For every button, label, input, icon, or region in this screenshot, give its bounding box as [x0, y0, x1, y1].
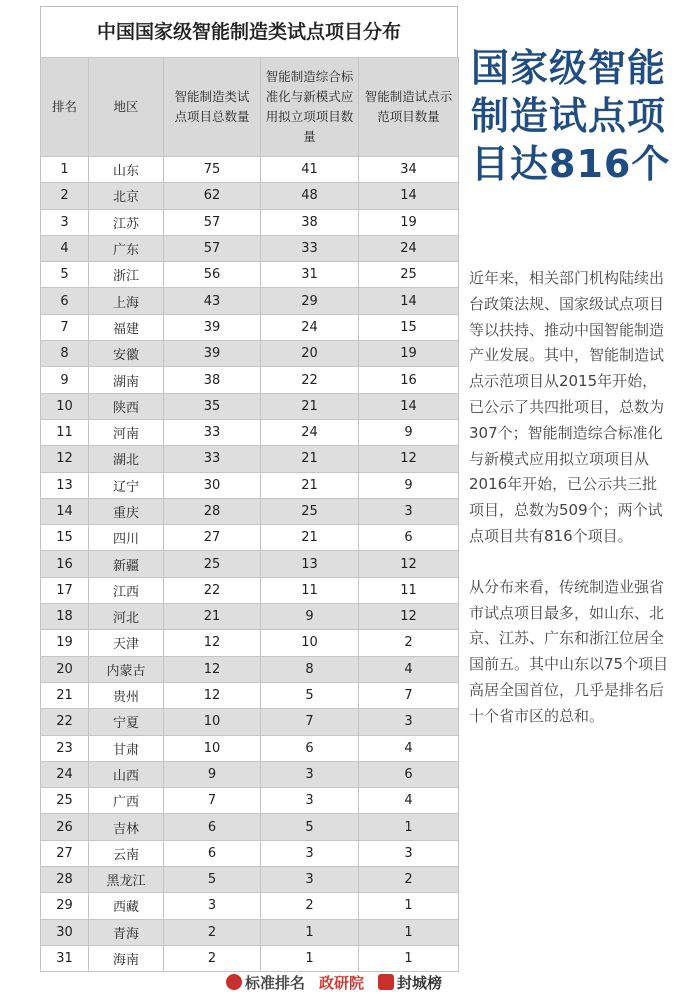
table-row: [41, 367, 459, 393]
col-header-demonstration: [359, 58, 459, 157]
cell-demonstration: 12: [359, 551, 459, 577]
cell-demonstration: 14: [359, 288, 459, 314]
cell-demonstration: 3: [359, 709, 459, 735]
cell-rank: 21: [41, 682, 89, 708]
cell-region: 江苏: [89, 209, 164, 235]
cell-standardization: 21: [261, 446, 359, 472]
cell-total: 6: [164, 814, 261, 840]
table-header-row: [41, 58, 459, 157]
table-row: [41, 288, 459, 314]
cell-total: 38: [164, 367, 261, 393]
cell-region: 浙江: [89, 262, 164, 288]
cell-rank: 2: [41, 183, 89, 209]
cell-standardization: 20: [261, 341, 359, 367]
cell-region: 山西: [89, 761, 164, 787]
cell-demonstration: 2: [359, 867, 459, 893]
cell-rank: 13: [41, 472, 89, 498]
table-row: [41, 577, 459, 603]
logo-fengchengbang-text: 封城榜: [397, 973, 443, 992]
cell-rank: 26: [41, 814, 89, 840]
cell-demonstration: 15: [359, 314, 459, 340]
cell-demonstration: 34: [359, 157, 459, 183]
cell-total: 57: [164, 235, 261, 261]
table-row: [41, 893, 459, 919]
table-row: [41, 393, 459, 419]
table-row: [41, 709, 459, 735]
cell-total: 12: [164, 656, 261, 682]
cell-demonstration: 16: [359, 367, 459, 393]
cell-total: 75: [164, 157, 261, 183]
cell-demonstration: 4: [359, 656, 459, 682]
cell-standardization: 25: [261, 498, 359, 524]
cell-region: 上海: [89, 288, 164, 314]
cell-standardization: 33: [261, 235, 359, 261]
cell-standardization: 9: [261, 604, 359, 630]
cell-total: 12: [164, 630, 261, 656]
table-row: [41, 498, 459, 524]
cell-demonstration: 12: [359, 604, 459, 630]
cell-total: 39: [164, 314, 261, 340]
cell-demonstration: 9: [359, 472, 459, 498]
cell-region: 陕西: [89, 393, 164, 419]
cell-standardization: 1: [261, 945, 359, 971]
cell-demonstration: 1: [359, 814, 459, 840]
table-body: [41, 157, 459, 972]
table-row: [41, 945, 459, 971]
cell-region: 江西: [89, 577, 164, 603]
cell-rank: 29: [41, 893, 89, 919]
cell-rank: 3: [41, 209, 89, 235]
cell-rank: 11: [41, 419, 89, 445]
cell-total: 10: [164, 735, 261, 761]
cell-standardization: 3: [261, 840, 359, 866]
table-row: [41, 209, 459, 235]
cell-rank: 23: [41, 735, 89, 761]
cell-standardization: 21: [261, 393, 359, 419]
cell-region: 山东: [89, 157, 164, 183]
cell-rank: 8: [41, 341, 89, 367]
cell-demonstration: 19: [359, 341, 459, 367]
cell-demonstration: 14: [359, 183, 459, 209]
cell-rank: 22: [41, 709, 89, 735]
cell-rank: 31: [41, 945, 89, 971]
table-row: [41, 157, 459, 183]
fengchengbang-logo-icon: [378, 974, 394, 990]
col-header-standardization: [261, 58, 359, 157]
cell-rank: 7: [41, 314, 89, 340]
cell-region: 广西: [89, 788, 164, 814]
paragraph-intro: 近年来，相关部门机构陆续出台政策法规、国家级试点项目等以扶持、推动中国智能制造产业发展。其中，智能制造试点示范项目从2015年开始，已公示了共四批项目，总数为307个；智能制造综合标准化与新模式应用拟立项项目从2016年开始，已公示共三批项目，总数为509个；两个试点项目共有816个项目。: [469, 269, 665, 545]
cell-region: 黑龙江: [89, 867, 164, 893]
cell-demonstration: 4: [359, 735, 459, 761]
cell-rank: 25: [41, 788, 89, 814]
cell-region: 安徽: [89, 341, 164, 367]
cell-demonstration: 6: [359, 761, 459, 787]
table-row: [41, 472, 459, 498]
cell-standardization: 24: [261, 314, 359, 340]
table-row: [41, 788, 459, 814]
cell-region: 天津: [89, 630, 164, 656]
cell-rank: 18: [41, 604, 89, 630]
cell-demonstration: 12: [359, 446, 459, 472]
cell-total: 6: [164, 840, 261, 866]
cell-rank: 27: [41, 840, 89, 866]
col-header-demonstration-label: 智能制造试点示范项目数量: [364, 89, 453, 124]
cell-standardization: 8: [261, 656, 359, 682]
cell-standardization: 11: [261, 577, 359, 603]
cell-total: 39: [164, 341, 261, 367]
cell-rank: 28: [41, 867, 89, 893]
cell-region: 云南: [89, 840, 164, 866]
cell-demonstration: 3: [359, 840, 459, 866]
cell-total: 57: [164, 209, 261, 235]
cell-region: 重庆: [89, 498, 164, 524]
cell-total: 35: [164, 393, 261, 419]
table-row: [41, 656, 459, 682]
cell-demonstration: 19: [359, 209, 459, 235]
cell-demonstration: 6: [359, 525, 459, 551]
cell-region: 海南: [89, 945, 164, 971]
cell-region: 宁夏: [89, 709, 164, 735]
cell-total: 10: [164, 709, 261, 735]
cell-standardization: 13: [261, 551, 359, 577]
table-row: [41, 867, 459, 893]
cell-total: 22: [164, 577, 261, 603]
cell-standardization: 21: [261, 472, 359, 498]
table-row: [41, 761, 459, 787]
cell-demonstration: 1: [359, 919, 459, 945]
cell-demonstration: 1: [359, 893, 459, 919]
table-row: [41, 419, 459, 445]
table-row: [41, 183, 459, 209]
cell-region: 内蒙古: [89, 656, 164, 682]
logo-fengchengbang: [378, 972, 442, 993]
cell-standardization: 38: [261, 209, 359, 235]
cell-rank: 12: [41, 446, 89, 472]
table-row: [41, 604, 459, 630]
cell-total: 56: [164, 262, 261, 288]
cell-total: 33: [164, 446, 261, 472]
cell-standardization: 3: [261, 788, 359, 814]
cell-region: 西藏: [89, 893, 164, 919]
cell-standardization: 29: [261, 288, 359, 314]
cell-demonstration: 25: [359, 262, 459, 288]
logo-biaozhun: [226, 972, 305, 993]
table-row: [41, 525, 459, 551]
table-title: 中国国家级智能制造类试点项目分布: [40, 6, 458, 57]
cell-standardization: 48: [261, 183, 359, 209]
table-row: [41, 919, 459, 945]
cell-total: 28: [164, 498, 261, 524]
cell-standardization: 2: [261, 893, 359, 919]
cell-demonstration: 4: [359, 788, 459, 814]
ranking-table-panel: [40, 6, 458, 972]
paragraph-distribution: 从分布来看，传统制造业强省市试点项目最多，如山东、北京、江苏、广东和浙江位居全国前五。其中山东以75个项目高居全国首位，几乎是排名后十个省市区的总和。: [469, 577, 669, 725]
cell-rank: 15: [41, 525, 89, 551]
cell-region: 河南: [89, 419, 164, 445]
cell-standardization: 41: [261, 157, 359, 183]
logo-biaozhun-text: 标准排名: [245, 973, 306, 992]
cell-region: 北京: [89, 183, 164, 209]
cell-rank: 9: [41, 367, 89, 393]
cell-region: 广东: [89, 235, 164, 261]
cell-demonstration: 3: [359, 498, 459, 524]
cell-region: 湖南: [89, 367, 164, 393]
logo-zhengyanyuan: [319, 972, 364, 993]
ranking-table: [40, 57, 459, 972]
logo-zhengyanyuan-text: 政研院: [319, 973, 365, 992]
table-row: [41, 682, 459, 708]
cell-standardization: 21: [261, 525, 359, 551]
cell-rank: 6: [41, 288, 89, 314]
cell-total: 21: [164, 604, 261, 630]
col-header-total-label: 智能制造类试点项目总数量: [174, 89, 250, 124]
table-row: [41, 735, 459, 761]
cell-standardization: 5: [261, 814, 359, 840]
cell-region: 甘肃: [89, 735, 164, 761]
cell-demonstration: 1: [359, 945, 459, 971]
cell-rank: 24: [41, 761, 89, 787]
cell-region: 吉林: [89, 814, 164, 840]
table-row: [41, 840, 459, 866]
cell-rank: 17: [41, 577, 89, 603]
cell-region: 新疆: [89, 551, 164, 577]
cell-total: 62: [164, 183, 261, 209]
table-row: [41, 235, 459, 261]
cell-standardization: 5: [261, 682, 359, 708]
cell-total: 2: [164, 945, 261, 971]
cell-standardization: 3: [261, 761, 359, 787]
cell-total: 30: [164, 472, 261, 498]
biaozhun-logo-icon: [226, 974, 242, 990]
cell-total: 5: [164, 867, 261, 893]
cell-standardization: 7: [261, 709, 359, 735]
table-row: [41, 551, 459, 577]
cell-standardization: 31: [261, 262, 359, 288]
cell-region: 河北: [89, 604, 164, 630]
cell-total: 25: [164, 551, 261, 577]
cell-total: 7: [164, 788, 261, 814]
cell-total: 43: [164, 288, 261, 314]
table-row: [41, 341, 459, 367]
col-header-region: 地区: [89, 58, 164, 157]
col-header-standardization-label: 智能制造综合标准化与新模式应用拟立项项目数量: [265, 69, 354, 144]
cell-demonstration: 24: [359, 235, 459, 261]
cell-total: 33: [164, 419, 261, 445]
cell-demonstration: 11: [359, 577, 459, 603]
table-row: [41, 314, 459, 340]
cell-total: 3: [164, 893, 261, 919]
cell-rank: 5: [41, 262, 89, 288]
col-header-rank: 排名: [41, 58, 89, 157]
cell-standardization: 22: [261, 367, 359, 393]
cell-rank: 10: [41, 393, 89, 419]
cell-rank: 20: [41, 656, 89, 682]
cell-region: 福建: [89, 314, 164, 340]
cell-rank: 14: [41, 498, 89, 524]
table-row: [41, 446, 459, 472]
cell-demonstration: 7: [359, 682, 459, 708]
cell-region: 青海: [89, 919, 164, 945]
cell-standardization: 10: [261, 630, 359, 656]
cell-total: 2: [164, 919, 261, 945]
table-row: [41, 630, 459, 656]
cell-region: 湖北: [89, 446, 164, 472]
cell-standardization: 1: [261, 919, 359, 945]
cell-demonstration: 2: [359, 630, 459, 656]
cell-region: 贵州: [89, 682, 164, 708]
cell-rank: 4: [41, 235, 89, 261]
table-row: [41, 814, 459, 840]
headline: 国家级智能制造试点项目达816个: [471, 46, 671, 186]
cell-rank: 1: [41, 157, 89, 183]
cell-standardization: 3: [261, 867, 359, 893]
cell-total: 12: [164, 682, 261, 708]
table-row: [41, 262, 459, 288]
cell-region: 辽宁: [89, 472, 164, 498]
cell-standardization: 24: [261, 419, 359, 445]
col-header-total: [164, 58, 261, 157]
cell-standardization: 6: [261, 735, 359, 761]
cell-region: 四川: [89, 525, 164, 551]
cell-rank: 16: [41, 551, 89, 577]
footer-logos: [226, 971, 442, 993]
article-body: [469, 266, 669, 730]
cell-demonstration: 9: [359, 419, 459, 445]
cell-rank: 30: [41, 919, 89, 945]
cell-demonstration: 14: [359, 393, 459, 419]
cell-rank: 19: [41, 630, 89, 656]
cell-total: 27: [164, 525, 261, 551]
cell-total: 9: [164, 761, 261, 787]
